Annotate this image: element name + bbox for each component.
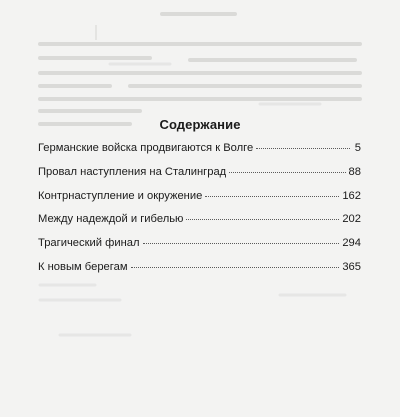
dot-leader — [143, 243, 340, 244]
toc-entry — [38, 261, 361, 285]
toc-entry-page: 5 — [354, 142, 361, 154]
dot-leader — [256, 148, 350, 149]
toc-entry-page: 294 — [342, 237, 361, 250]
toc-entry — [38, 213, 361, 237]
dot-leader — [205, 196, 339, 197]
toc-entry — [38, 142, 361, 166]
contents-heading: Содержание — [159, 117, 241, 132]
toc-entry — [38, 166, 361, 190]
toc-entry-page: 365 — [342, 260, 361, 273]
toc-entry-page: 202 — [342, 213, 361, 226]
toc-entry-page: 162 — [342, 189, 361, 202]
toc-entry — [38, 237, 361, 261]
toc-entry-title: К новым берегам — [38, 260, 128, 273]
dot-leader — [229, 172, 345, 173]
dot-leader — [131, 267, 340, 268]
table-of-contents — [38, 142, 361, 285]
toc-entry — [38, 190, 361, 214]
dot-leader — [186, 219, 339, 220]
toc-entry-title: Контрнаступление и окружение — [38, 189, 203, 202]
toc-entry-title: Между надеждой и гибелью — [38, 213, 184, 226]
toc-entry-title: Германские войска продвигаются к Волге — [38, 142, 254, 154]
toc-entry-title: Трагический финал — [38, 237, 140, 250]
toc-entry-title: Провал наступления на Сталинград — [38, 165, 227, 178]
toc-entry-page: 88 — [348, 165, 361, 178]
